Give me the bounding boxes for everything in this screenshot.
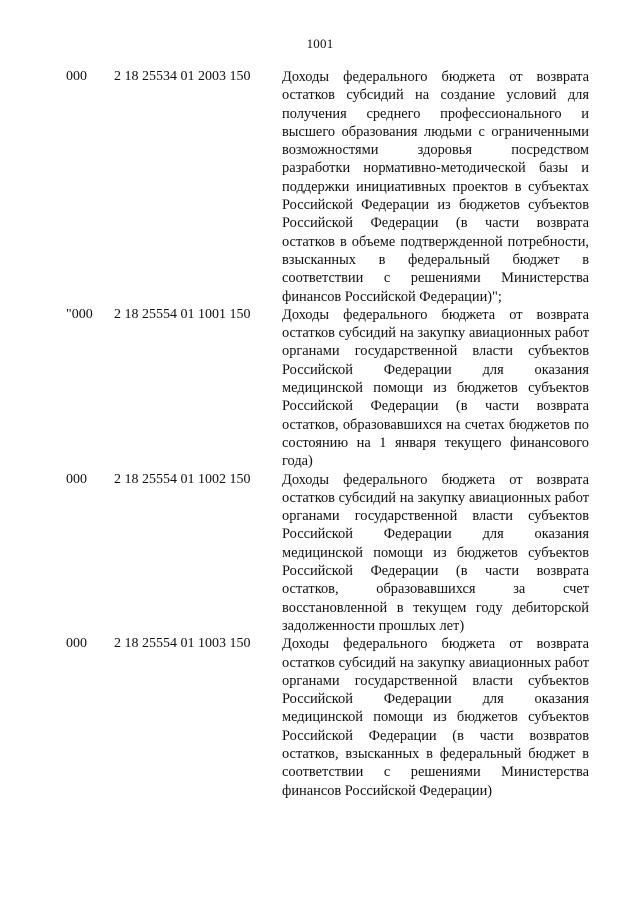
code-description: Доходы федерального бюджета от возврата остатков субсидий на закупку авиационных работ органами государственной власти субъектов Российской Федерации для оказания медицинской помощи из бюджетов субъектов Российской Федерации (в части возвратов остатков, взысканных в федеральный бюджет в соответствии с решениями Министерства финансов Российской Федерации) [282, 636, 589, 799]
budget-classification-code: 2 18 25554 01 1001 150 [114, 306, 251, 322]
code-description: Доходы федерального бюджета от возврата остатков субсидий на закупку авиационных работ органами государственной власти субъектов Российской Федерации для оказания медицинской помощи из бюджетов субъектов Российской Федерации (в части возврата остатков, образовавшихся на счетах бюджетов по состоянию на 1 января текущего финансового года) [282, 306, 589, 470]
administrator-code: 000 [66, 471, 87, 487]
administrator-code: 000 [66, 69, 87, 84]
budget-classification-code: 2 18 25534 01 2003 150 [114, 69, 251, 84]
budget-classification-code: 2 18 25554 01 1002 150 [114, 471, 251, 487]
budget-code-entry [66, 68, 591, 306]
code-description: Доходы федерального бюджета от возврата остатков субсидий на создание условий для получения среднего профессионального и высшего образования людьми с ограниченными возможностями здоровья посредством разработки нормативно-методической базы и поддержки инициативных проектов в субъектах Российской Федерации из бюджетов субъектов Российской Федерации (в части возврата остатков в объеме подтвержденной потребности, взысканных в федеральный бюджет в соответствии с решениями Министерства финансов Российской Федерации)"; [282, 69, 589, 305]
budget-code-list [66, 68, 591, 800]
budget-classification-code: 2 18 25554 01 1003 150 [114, 636, 251, 652]
administrator-code: "000 [66, 306, 93, 322]
budget-code-entry [66, 306, 591, 471]
budget-code-entry [66, 471, 591, 636]
budget-code-entry [66, 635, 591, 800]
administrator-code: 000 [66, 636, 87, 652]
code-description: Доходы федерального бюджета от возврата остатков субсидий на закупку авиационных работ органами государственной власти субъектов Российской Федерации для оказания медицинской помощи из бюджетов субъектов Российской Федерации (в части возврата остатков, образовавшихся за счет восстановленной в текущем году дебиторской задолженности прошлых лет) [282, 471, 589, 634]
page-number: 1001 [306, 36, 334, 51]
